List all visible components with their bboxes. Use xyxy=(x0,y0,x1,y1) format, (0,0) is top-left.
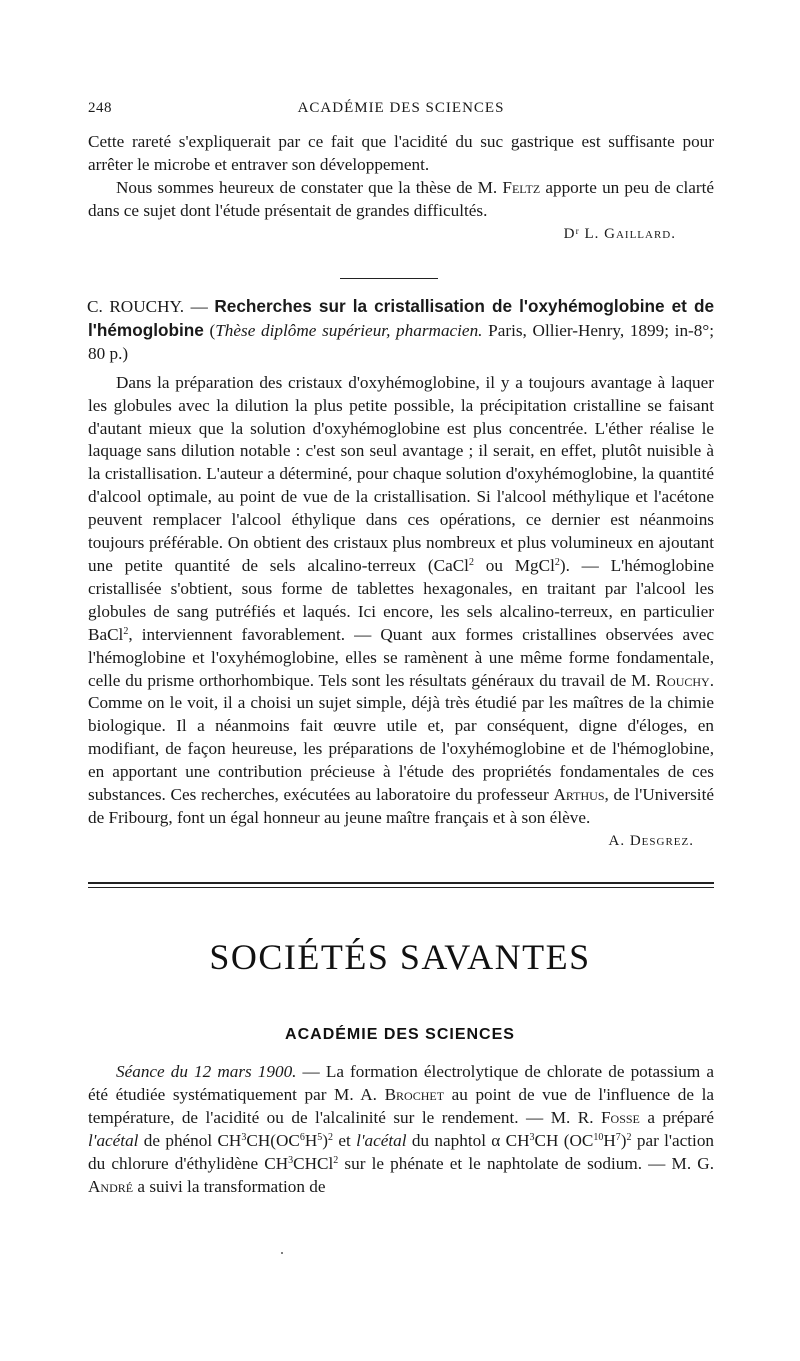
publisher: Paris, Ollier-Henry, 1899; in-8°; 80 p.) xyxy=(88,320,715,363)
signature: A. Desgrez. xyxy=(608,832,694,849)
session-paragraph: Séance du 12 mars 1900. — La formation électrolytique de chlorate de potassium a été étudiée systématiquement par M. A. Brochet au point de vue de l'influence de la température, de l'acidité ou de l'alcalinité sur le rendement. — M. R. Fosse a préparé l'acétal de phénol $CH^3CH(OC^6H^5)^2$ et l'acétal du naphtol α $CH^3CH$ $(OC^{10}H^7)^2$ par l'action du chlorure d'éthylidène $CH^3CHCl^2$ sur le phénate et le naphtolate de sodium. — M. G. André a suivi la transformation de xyxy=(88,1062,715,1196)
section-title: SOCIÉTÉS SAVANTES xyxy=(209,937,591,977)
session-date: Séance du 12 mars 1900. xyxy=(116,1062,297,1081)
running-title: ACADÉMIE DES SCIENCES xyxy=(297,100,505,116)
author-name: Brochet xyxy=(384,1084,445,1104)
author-name: Rouchy xyxy=(655,670,710,690)
review-title: Recherches sur la cristallisation de l'oxyhémoglobine et de l'hémoglobine xyxy=(88,296,715,340)
page-number: 248 xyxy=(88,100,112,116)
review-body: Dans la préparation des cristaux d'oxyhémoglobine, il y a toujours avantage à laquer les globules avec la dilution la plus petite possible, la précipitation cristalline se faisant d'autant mieux que la solution d'oxyhémoglobine est plus concentrée. L'éther réalise le laquage sans dilution notable : c'est son seul avantage ; il serait, en effet, plutôt nuisible à la cristallisation. L'auteur a déterminé, pour chaque solution d'oxyhémoglobine, la quantité d'alcool optimale, au point de vue de la cristallisation. Si l'alcool méthylique et l'acétone peuvent remplacer l'alcool éthylique dans ces opérations, ce dernier est néanmoins toujours préférable. On obtient des cristaux plus nombreux et plus volumineux en ajoutant une petite quantité de sels alcalino-terreux (CaCl$^2$ ou MgCl$^2$). — L'hémoglobine cristallisée s'obtient, sous forme de tablettes hexagonales, en traitant par l'alcool les globules de sang putréfiés et laqués. Ici encore, les sels alcalino-terreux, en particulier BaCl$^2$, interviennent favorablement. — Quant aux formes cristallines observées avec l'hémoglobine et l'oxyhémoglobine, elles se ramènent à une même forme fondamentale, celle du prisme orthorhombique. Tels sont les résultats généraux du travail de M. Rouchy. Comme on le voit, il a choisi un sujet simple, déjà très étudié par les maîtres de la chimie biologique. Il a néanmoins fait œuvre utile et, par conséquent, digne d'éloges, en modifiant, de façon heureuse, les préparations de l'oxyhémoglobine et de l'hémoglobine, en apportant une contribution précieuse à l'étude des propriétés fondamentales de ces substances. Ces recherches, exécutées au laboratoire du professeur Arthus, de l'Université de Fribourg, font un égal honneur au jeune maître français et à son élève. xyxy=(88,372,714,827)
paragraph: Nous sommes heureux de constater que la thèse de M. Feltz apporte un peu de clarté dans ce sujet dont l'étude présentait de grandes difficultés. xyxy=(88,177,714,220)
review-citation: C. ROUCHY. — Recherches sur la cristallisation de l'oxyhémoglobine et de l'hémoglobine (Thèse diplôme supérieur, pharmacien. Paris, Ollier-Henry, 1899; in-8°; 80 p.) xyxy=(87,296,715,363)
print-speck xyxy=(281,1252,283,1254)
signature: Dʳ L. Gaillard. xyxy=(563,225,676,242)
separator-rule xyxy=(340,278,438,279)
thesis-type: Thèse diplôme supérieur, pharmacien. xyxy=(215,320,483,340)
double-rule-top xyxy=(88,882,714,884)
section-subtitle: ACADÉMIE DES SCIENCES xyxy=(285,1026,515,1043)
author-name: Feltz xyxy=(502,177,541,197)
running-header xyxy=(88,100,714,124)
author-name: Fosse xyxy=(600,1107,640,1127)
previous-review-end xyxy=(88,131,714,245)
session-report xyxy=(88,1061,714,1198)
professor-name: Arthus xyxy=(553,785,605,805)
double-rule-bottom xyxy=(88,887,714,888)
author-name: André xyxy=(88,1176,134,1196)
paragraph: Cette rareté s'expliquerait par ce fait que l'acidité du suc gastrique est suffisante pour arrêter le microbe et entraver son développement. xyxy=(88,132,714,174)
review-author: C. ROUCHY. xyxy=(87,297,185,316)
review-entry xyxy=(88,295,714,852)
